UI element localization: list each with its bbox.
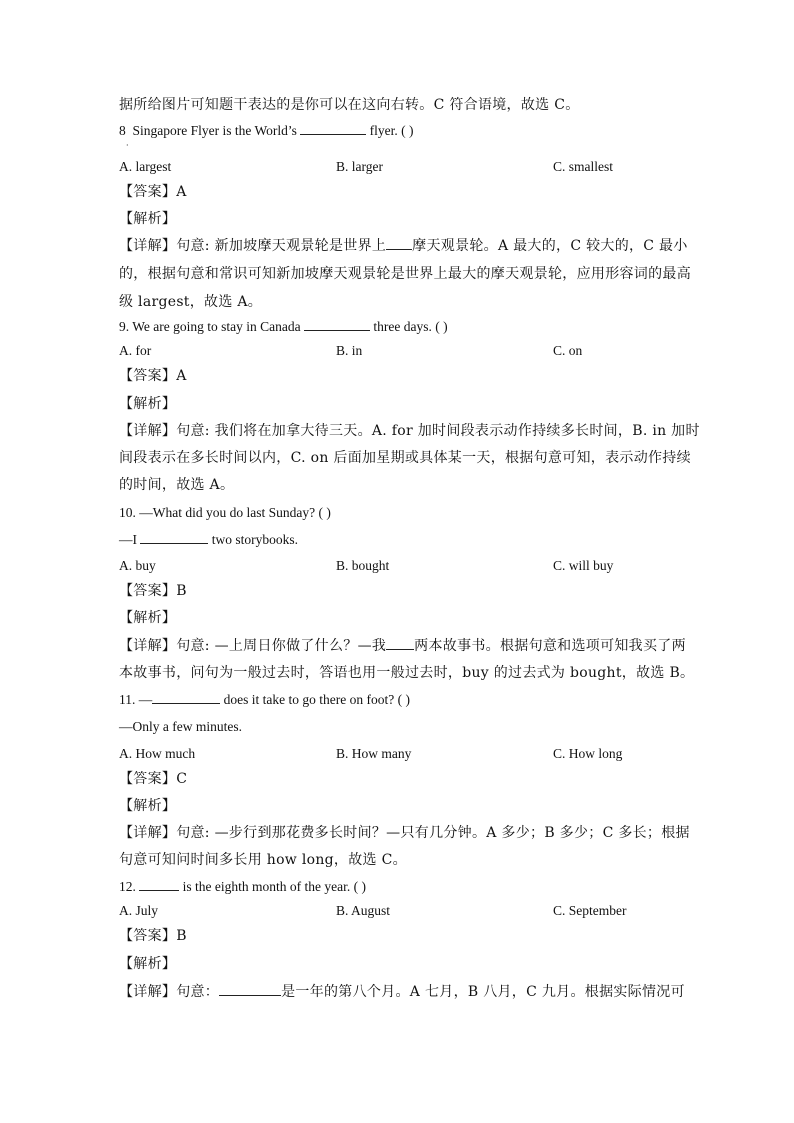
option-b: B. bought: [336, 558, 390, 573]
detail-line: 【详解】句意: —步行到那花费多长时间？—只有几分钟。A 多少；B 多少；C 多长；根据: [119, 825, 690, 841]
analysis-label: 【解析】: [119, 396, 177, 412]
answer-blank: [386, 237, 412, 250]
answer-label: 【答案】B: [119, 583, 187, 599]
answer-blank: [304, 318, 370, 331]
analysis-label: 【解析】: [119, 610, 177, 626]
answer-label: 【答案】A: [119, 368, 187, 384]
question-text: 12.: [119, 879, 136, 894]
detail-line: 间段表示在多长时间以内，C. on 后面加星期或具体某一天，根据句意可知，表示动作持续: [119, 450, 691, 466]
answer-label: 【答案】C: [119, 771, 188, 787]
option-c: C. will buy: [553, 558, 614, 573]
detail-text: 两本故事书。根据句意和选项可知我买了两: [414, 638, 686, 654]
detail-line: 本故事书，问句为一般过去时，答语也用一般过去时，buy 的过去式为 bought，故选 B。: [119, 665, 695, 681]
detail-text: 是一年的第八个月。A 七月，B 八月，C 九月。根据实际情况可: [281, 984, 685, 1000]
question-9: [119, 318, 448, 336]
question-8: [119, 122, 414, 140]
detail-text: 【详解】句意: —上周日你做了什么？—我: [119, 638, 387, 654]
question-10: 10. —What did you do last Sunday? ( ): [119, 505, 331, 520]
text-line: 据所给图片可知题干表达的是你可以在这向右转。C 符合语境，故选 C。: [119, 97, 580, 113]
answer-blank: [219, 983, 281, 996]
detail-line: 句意可知问时间多长用 how long，故选 C。: [119, 852, 407, 868]
detail-line: 【详解】句意: 我们将在加拿大待三天。A. for 加时间段表示动作持续多长时间，B. in 加时: [119, 423, 700, 439]
detail-text: 【详解】句意：: [119, 984, 220, 1000]
option-a: A. largest: [119, 159, 172, 174]
question-text: —I: [119, 532, 137, 547]
detail-line: [119, 237, 688, 255]
question-text: two storybooks.: [211, 532, 299, 547]
option-b: B. larger: [336, 159, 383, 174]
question-text: does it take to go there on foot? ( ): [223, 692, 410, 707]
analysis-label: 【解析】: [119, 956, 177, 972]
answer-blank: [300, 122, 366, 135]
detail-line: [119, 637, 686, 655]
option-a: A. buy: [119, 558, 156, 573]
option-a: A. for: [119, 343, 152, 358]
option-b: B. August: [336, 903, 391, 918]
option-c: C. on: [553, 343, 583, 358]
detail-text: 【详解】句意: 新加坡摩天观景轮是世界上: [119, 238, 387, 254]
analysis-label: 【解析】: [119, 211, 177, 227]
question-text: Singapore Flyer is the World’s: [132, 123, 297, 138]
option-a: A. How much: [119, 746, 196, 761]
answer-blank: [140, 531, 208, 544]
detail-text: 摩天观景轮。A 最大的，C 较大的，C 最小: [412, 238, 688, 254]
question-text: 11. —: [119, 692, 153, 707]
question-11: [119, 691, 410, 709]
answer-label: 【答案】A: [119, 184, 187, 200]
detail-line: 的时间，故选 A。: [119, 477, 235, 493]
question-text: three days. ( ): [373, 319, 448, 334]
question-10-line2: [119, 531, 298, 549]
answer-label: 【答案】B: [119, 928, 187, 944]
option-c: C. How long: [553, 746, 623, 761]
option-a: A. July: [119, 903, 159, 918]
question-number: 8: [119, 123, 126, 138]
detail-line: [119, 983, 685, 1001]
detail-line: 的，根据句意和常识可知新加坡摩天观景轮是世界上最大的摩天观景轮，应用形容词的最高: [119, 266, 691, 282]
question-12: [119, 878, 366, 896]
option-c: C. smallest: [553, 159, 613, 174]
answer-blank: [139, 878, 179, 891]
question-11-line2: —Only a few minutes.: [119, 719, 242, 734]
question-text: 9. We are going to stay in Canada: [119, 319, 301, 334]
answer-blank: [386, 637, 414, 650]
option-b: B. How many: [336, 746, 412, 761]
question-text: is the eighth month of the year. ( ): [182, 879, 366, 894]
detail-line: 级 largest，故选 A。: [119, 294, 263, 310]
option-c: C. September: [553, 903, 627, 918]
analysis-label: 【解析】: [119, 798, 177, 814]
option-b: B. in: [336, 343, 363, 358]
bullet-dot: ·: [126, 141, 129, 150]
question-text: flyer. ( ): [369, 123, 414, 138]
answer-blank: [152, 691, 220, 704]
